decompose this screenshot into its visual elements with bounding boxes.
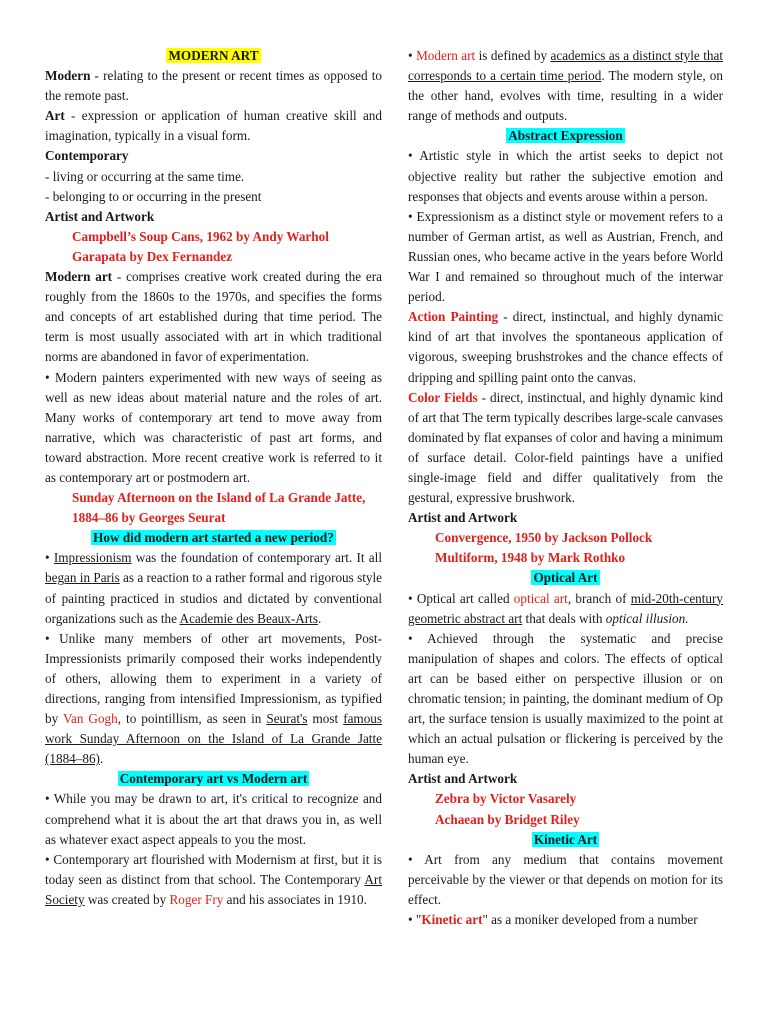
bullet-art-society: • Contemporary art flourished with Modernism at first, but it is today seen as distinct from that school. The Contemporary Art Society was created by Roger Fry and his associates in 1910. bbox=[45, 851, 382, 907]
bullet-impressionism: • Impressionism was the foundation of contemporary art. It all began in Paris as a reaction to a rather formal and rigorous style of painting practiced in studios and dictated by conventional organizations such as the Academie des Beaux-Arts. bbox=[45, 550, 382, 626]
bullet-kinetic-moniker: • "Kinetic art" as a moniker developed from a number bbox=[408, 912, 698, 928]
artwork-item: Campbell’s Soup Cans, 1962 by Andy Warhol bbox=[72, 228, 329, 244]
artwork-item: Achaean by Bridget Riley bbox=[435, 811, 580, 827]
bullet-modern-painters: • Modern painters experimented with new ways of seeing as well as new ideas about material nature and the roles of art. Many works of contemporary art tend to move away from narrative, which was characteristic of past art forms, and toward abstraction. More recent creative work is referred to it as contemporary art or postmodern art. bbox=[45, 369, 382, 485]
bullet-expressionism: • Expressionism as a distinct style or movement refers to a number of German artist, as well as Austrian, French, and Russian ones, who became active in the years before World War I and remained so throughout much of the interwar period. bbox=[408, 208, 723, 305]
artwork-item: Zebra by Victor Vasarely bbox=[435, 791, 577, 807]
contemporary-vs-modern-heading: Contemporary art vs Modern art bbox=[119, 771, 308, 787]
art-definition: Art - expression or application of human creative skill and imagination, typically in a visual form. bbox=[45, 108, 382, 144]
modern-art-definition: Modern art - comprises creative work created during the era roughly from the 1860s to the 1970s, and specifies the forms and concepts of art established during that time period. The term is most usually associated with art in which traditional norms are abandoned in favor of experimentation. bbox=[45, 269, 382, 365]
bullet-drawn-to-art: • While you may be drawn to art, it's critical to recognize and comprehend what it is about the art that draws you in, as well as whatever exact aspect appeals to you the most. bbox=[45, 791, 382, 847]
bullet-modern-art-defined: • Modern art is defined by academics as a distinct style that corresponds to a certain time period. The modern style, on the other hand, evolves with time, resulting in a wider range of methods and outputs. bbox=[408, 48, 723, 124]
page-title: MODERN ART bbox=[168, 48, 259, 63]
artwork-item: Convergence, 1950 by Jackson Pollock bbox=[435, 530, 653, 546]
optical-art-heading: Optical Art bbox=[533, 570, 598, 586]
artwork-item: Multiform, 1948 by Mark Rothko bbox=[435, 550, 626, 566]
bullet-artistic-style: • Artistic style in which the artist seeks to depict not objective reality but rather the subjective emotion and responses that objects and events arouse within a person. bbox=[408, 148, 723, 204]
left-column bbox=[45, 46, 382, 910]
right-column bbox=[408, 46, 723, 930]
kinetic-art-heading: Kinetic Art bbox=[533, 831, 598, 847]
artwork-item: Garapata by Dex Fernandez bbox=[72, 248, 233, 264]
artist-artwork-heading: Artist and Artwork bbox=[408, 510, 518, 526]
abstract-expression-heading: Abstract Expression bbox=[508, 128, 623, 144]
bullet-kinetic-movement: • Art from any medium that contains movement perceivable by the viewer or that depends on motion for its effect. bbox=[408, 851, 723, 907]
contemporary-heading: Contemporary bbox=[45, 148, 129, 164]
period-heading: How did modern art started a new period? bbox=[93, 530, 334, 546]
action-painting-definition: Action Painting - direct, instinctual, and highly dynamic kind of art that involves the spontaneous application of vigorous, sweeping brushstrokes and the chance effects of dripping and spilling paint onto the canvas. bbox=[408, 309, 723, 385]
contemporary-def-2: - belonging to or occurring in the present bbox=[45, 188, 262, 204]
contemporary-def-1: - living or occurring at the same time. bbox=[45, 168, 245, 184]
color-fields-definition: Color Fields - direct, instinctual, and highly dynamic kind of art that The term typically describes large-scale canvases dominated by flat expanses of color and having a minimum of surface detail. Color-field paintings have a unified single-image field and differ qualitatively from the gestural, expressive brushwork. bbox=[408, 389, 723, 506]
modern-definition: Modern - relating to the present or recent times as opposed to the remote past. bbox=[45, 68, 382, 104]
seurat-artwork: Sunday Afternoon on the Island of La Grande Jatte, 1884–86 by Georges Seurat bbox=[72, 490, 366, 526]
artist-artwork-heading: Artist and Artwork bbox=[408, 771, 518, 787]
bullet-optical-art: • Optical art called optical art, branch of mid-20th-century geometric abstract art that deals with optical illusion. bbox=[408, 590, 724, 626]
bullet-achieved: • Achieved through the systematic and precise manipulation of shapes and colors. The effects of optical art can be based either on perspective illusion or on chromatic tension; in painting, the dominant medium of Op art, the surface tension is usually maximized to the point at which an actual pulsation or flickering is perceived by the human eye. bbox=[408, 630, 723, 767]
artist-artwork-heading: Artist and Artwork bbox=[45, 208, 155, 224]
bullet-post-impressionists: • Unlike many members of other art movements, Post-Impressionists primarily composed their works independently of others, allowing them to experiment in a variety of directions, ranging from intensified Impressionism, as typified by Van Gogh, to pointillism, as seen in Seurat's most famous work Sunday Afternoon on the Island of La Grande Jatte (1884–86). bbox=[45, 630, 383, 767]
